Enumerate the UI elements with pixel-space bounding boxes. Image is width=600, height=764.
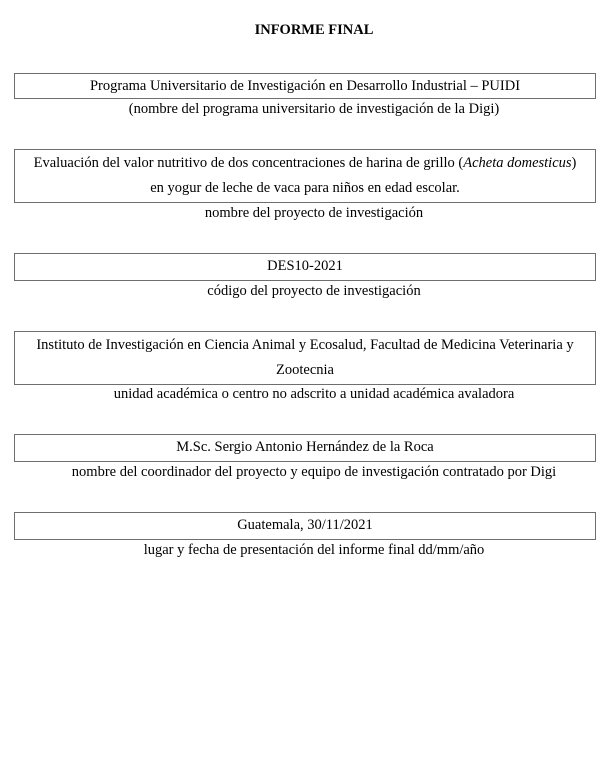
coordinator-box — [14, 434, 596, 462]
academic-unit-caption: unidad académica o centro no adscrito a unidad académica avaladora — [113, 386, 515, 402]
place-date: Guatemala, 30/11/2021 — [237, 517, 373, 533]
project-name-box — [14, 149, 596, 203]
coordinator-caption: nombre del coordinador del proyecto y equipo de investigación contratado por Digi — [71, 464, 557, 480]
project-code-caption: código del proyecto de investigación — [207, 283, 421, 299]
species-name: Acheta domesticus — [463, 155, 572, 171]
place-date-caption: lugar y fecha de presentación del informe final dd/mm/año — [143, 542, 485, 558]
program-name-box — [14, 73, 596, 99]
academic-unit-line-2: Zootecnia — [276, 362, 334, 378]
academic-unit-line-1: Instituto de Investigación en Ciencia Animal y Ecosalud, Facultad de Medicina Veterinaria y — [36, 337, 574, 353]
project-name-line-2: en yogur de leche de vaca para niños en edad escolar. — [150, 180, 460, 196]
program-name: Programa Universitario de Investigación en Desarrollo Industrial – PUIDI — [89, 78, 521, 94]
document-title: INFORME FINAL — [254, 22, 374, 38]
project-name-line-1: Evaluación del valor nutritivo de dos concentraciones de harina de grillo (Acheta domesticus) — [33, 155, 577, 171]
project-code: DES10-2021 — [267, 258, 343, 274]
coordinator-name: M.Sc. Sergio Antonio Hernández de la Roca — [176, 439, 434, 455]
project-name-caption: nombre del proyecto de investigación — [204, 205, 424, 221]
academic-unit-box — [14, 331, 596, 385]
program-name-caption: (nombre del programa universitario de investigación de la Digi) — [128, 101, 500, 117]
project-code-box — [14, 253, 596, 281]
place-date-box — [14, 512, 596, 540]
